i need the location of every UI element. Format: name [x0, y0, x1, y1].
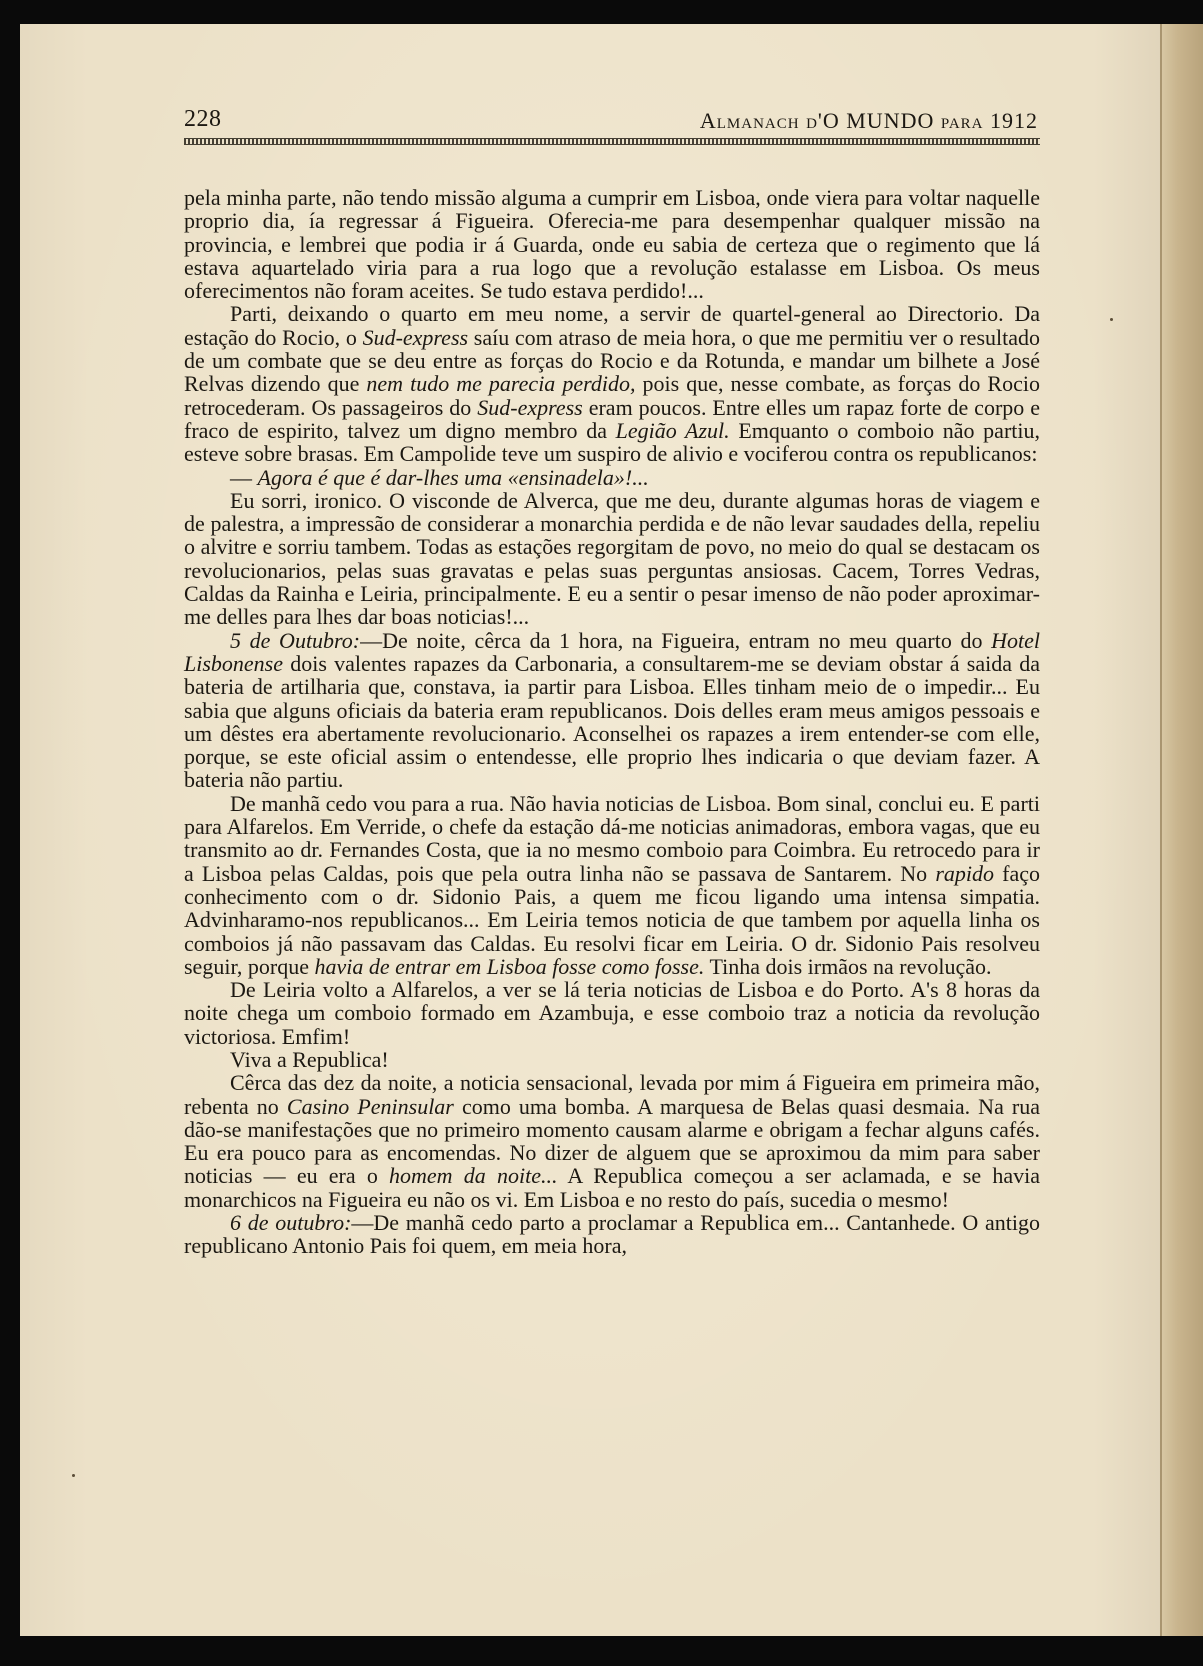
- text-run: Cêrca das dez da noite, a noticia sensacional, levada por mim á Figueira em primeira mão, rebenta no: [184, 1070, 1040, 1119]
- text-run: faço conhecimento com o dr. Sidonio Pais, a quem me ficou ligando uma intensa simpatia. Advinharamo-nos republicanos... Em Leiria temos noticia de que tambem por aquella linha os comboios já não passavam das Caldas. Eu resolvi ficar em Leiria. O dr. Sidonio Pais resolveu seguir, porque: [184, 860, 1041, 979]
- italic-run: 5 de Outubro:: [230, 627, 361, 653]
- text-run: eram poucos. Entre elles um rapaz forte de corpo e fraco de espirito, talvez um digno membro da: [184, 394, 1040, 443]
- text-run: —De noite, cêrca da 1 hora, na Figueira, entram no meu quarto do: [360, 627, 992, 653]
- text-run: —De manhã cedo parto a proclamar a Republica em... Cantanhede. O antigo republicano Antonio Pais foi quem, em meia hora,: [184, 1210, 1040, 1259]
- paper-speck: [72, 1474, 75, 1477]
- text-run: pela minha parte, não tendo missão alguma a cumprir em Lisboa, onde viera para voltar naquelle proprio dia, ía regressar á Figueira. Oferecia-me para desempenhar qualquer missão na provincia, e lembrei que podia ir á Guarda, onde eu sabia de certeza que o regimento que lá estava aquartelado viria para a rua logo que a revolução estalasse em Lisboa. Os meus oferecimentos não foram aceites. Se tudo estava perdido!...: [184, 185, 1040, 304]
- text-run: —: [230, 464, 258, 490]
- paragraph: [184, 489, 1040, 629]
- italic-run: Casino Peninsular: [286, 1093, 454, 1119]
- text-run: De manhã cedo vou para a rua. Não havia noticias de Lisboa. Bom sinal, conclui eu. E parti para Alfarelos. Em Verride, o chefe da estação dá-me noticias animadoras, embora vagas, que eu transmito ao dr. Fernandes Costa, que ia no mesmo comboio para Coimbra. Eu retrocedo para ir a Lisboa pelas Caldas, pois que pela outra linha não se passava de Santarem. No: [184, 790, 1040, 886]
- paragraph: [184, 629, 1040, 792]
- italic-run: Sud-express: [477, 394, 583, 420]
- italic-run: nem tudo me parecia perdido,: [366, 371, 636, 397]
- page-edge: [1160, 24, 1203, 1636]
- text-run: Parti, deixando o quarto em meu nome, a servir de quartel-general ao Directorio. Da estação do Rocio, o: [184, 301, 1040, 350]
- paragraph: [184, 466, 1040, 489]
- header-rule: [184, 138, 1040, 145]
- page-header: [184, 106, 1040, 136]
- italic-run: Agora é que é dar-lhes uma «ensinadela»!...: [257, 464, 649, 490]
- paper-speck: [1110, 318, 1113, 321]
- paragraph: [184, 978, 1040, 1048]
- text-run: Viva a Republica!: [230, 1046, 389, 1072]
- text-run: De Leiria volto a Alfarelos, a ver se lá teria noticias de Lisboa e do Porto. A's 8 horas da noite chega um comboio formado em Azambuja, e esse comboio traz a noticia da revolução victoriosa. Emfim!: [184, 977, 1040, 1049]
- italic-run: Legião Azul.: [615, 417, 730, 443]
- italic-run: Hotel Lisbonense: [184, 627, 1040, 676]
- text-run: Eu sorri, ironico. O visconde de Alverca, que me deu, durante algumas horas de viagem e de palestra, a impressão de considerar a monarchia perdida e de não levar saudades della, repeliu o alvitre e sorriu tambem. Todas as estações regorgitam de povo, no meio do qual se destacam os revolucionarios, pelas suas gravatas e pelas suas perguntas ansiosas. Cacem, Torres Vedras, Caldas da Rainha e Leiria, principalmente. E eu a sentir o pesar imenso de não poder aproximar-me delles para lhes dar boas noticias!...: [184, 487, 1040, 630]
- italic-run: Sud-express: [362, 324, 469, 350]
- paragraph: [184, 302, 1040, 465]
- page-number: 228: [184, 106, 222, 132]
- paragraph: [184, 1071, 1040, 1211]
- text-run: Emquanto o comboio não partiu, esteve sobre brasas. Em Campolide teve um suspiro de alivio e vociferou contra os republicanos:: [184, 417, 1040, 467]
- text-run: pois que, nesse combate, as forças do Rocio retrocederam. Os passageiros do: [184, 371, 1040, 420]
- text-run: dois valentes rapazes da Carbonaria, a consultarem-me se deviam obstar á saida da bateria de artilharia que, constava, ia partir para Lisboa. Elles tinham meio de o impedir... Eu sabia que alguns oficiais da bateria eram republicanos. Dois delles eram meus amigos pessoais e um dêstes era abertamente revolucionario. Aconselhei os rapazes a irem entender-se com elle, porque, se este oficial assim o entendesse, elle proprio lhes indicaria o que deviam fazer. A bateria não partiu.: [184, 650, 1040, 793]
- text-run: como uma bomba. A marquesa de Belas quasi desmaia. Na rua dão-se manifestações que no primeiro momento causam alarme e obrigam a fechar alguns cafés. Eu era pouco para as encomendas. No dizer de alguem que se aproximou da mim para saber noticias — eu era o: [184, 1093, 1040, 1189]
- italic-run: 6 de outubro:: [230, 1210, 352, 1236]
- text-run: Tinha dois irmãos na revolução.: [704, 953, 992, 979]
- paragraph: [184, 1048, 1040, 1071]
- body-text: [184, 186, 1040, 1258]
- paragraph: [184, 186, 1040, 302]
- running-title: Almanach d'O MUNDO para 1912: [699, 108, 1038, 133]
- italic-run: havia de entrar em Lisboa fosse como fosse.: [314, 953, 705, 979]
- text-run: A Republica começou a ser aclamada, e se havia monarchicos na Figueira eu não os vi. Em Lisboa e no resto do país, sucedia o mesmo!: [184, 1163, 1040, 1212]
- italic-run: rapido: [935, 860, 995, 886]
- paragraph: [184, 1211, 1040, 1258]
- italic-run: homem da noite...: [389, 1163, 558, 1189]
- text-run: saíu com atraso de meia hora, o que me permitiu ver o resultado de um combate que se deu entre as forças do Rocio e da Rotunda, e mandar um bilhete a José Relvas dizendo que: [184, 324, 1040, 397]
- paragraph: [184, 792, 1040, 978]
- page-edge-shadow: [1160, 24, 1162, 1636]
